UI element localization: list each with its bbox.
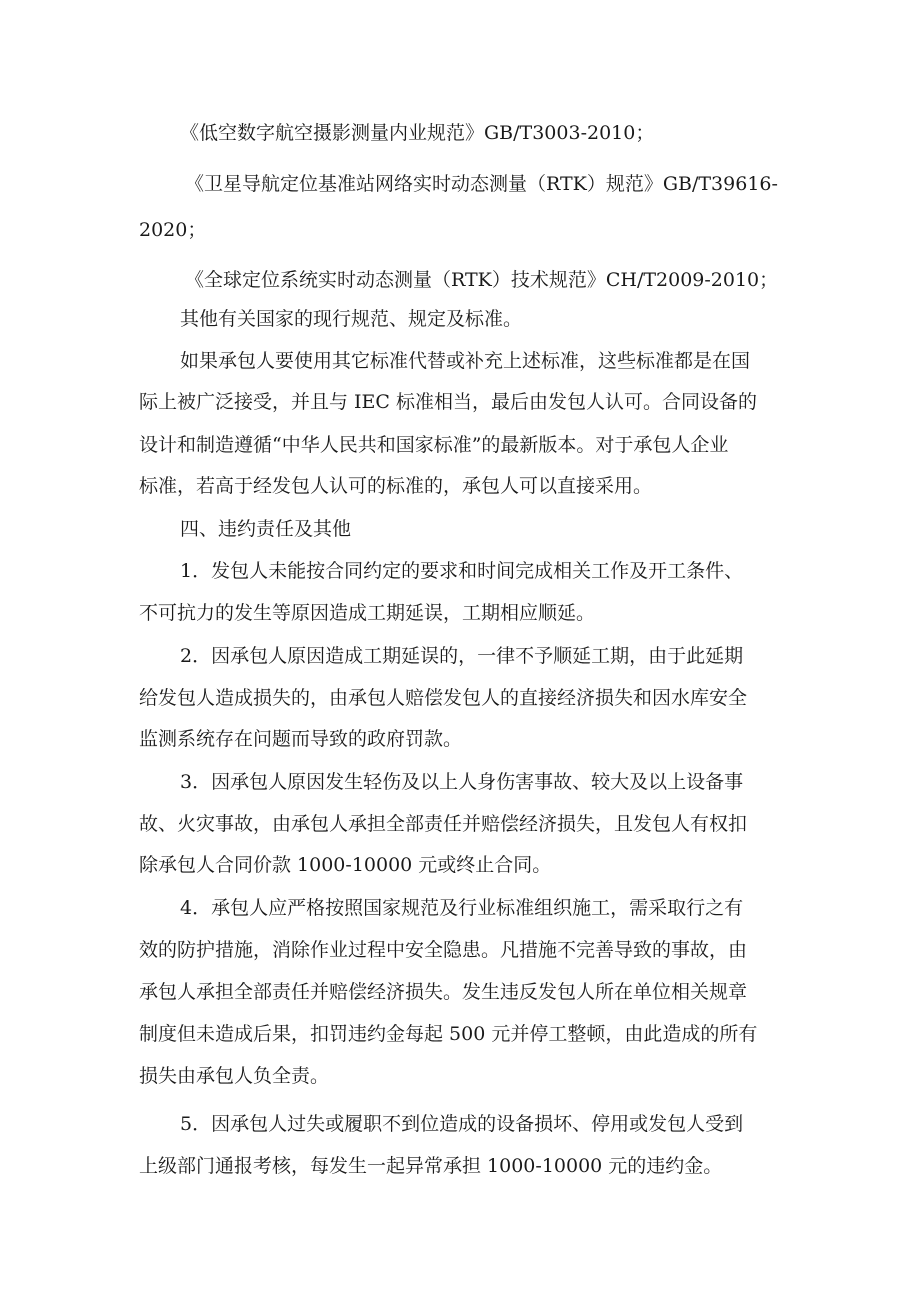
text-line: 上级部门通报考核，每发生一起异常承担 1000-10000 元的违约金。 xyxy=(139,1155,723,1177)
text-line: 监测系统存在问题而导致的政府罚款。 xyxy=(139,728,463,750)
text-line: 2．因承包人原因造成工期延误的，一律不予顺延工期，由于此延期 xyxy=(180,645,744,667)
text-line: 如果承包人要使用其它标准代替或补充上述标准，这些标准都是在国 xyxy=(180,350,751,372)
text-line: 际上被广泛接受，并且与 IEC 标准相当，最后由发包人认可。合同设备的 xyxy=(139,391,757,413)
text-line: 故、火灾事故，由承包人承担全部责任并赔偿经济损失，且发包人有权扣 xyxy=(139,813,748,835)
text-line: 除承包人合同价款 1000-10000 元或终止合同。 xyxy=(139,854,552,876)
text-line: 给发包人造成损失的，由承包人赔偿发包人的直接经济损失和因水库安全 xyxy=(139,687,748,709)
text-line: 设计和制造遵循“中华人民共和国家标准”的最新版本。对于承包人企业 xyxy=(139,434,729,456)
text-line: 《低空数字航空摄影测量内业规范》GB/T3003-2010； xyxy=(180,122,655,144)
text-line: 5．因承包人过失或履职不到位造成的设备损坏、停用或发包人受到 xyxy=(180,1113,744,1135)
text-line: 不可抗力的发生等原因造成工期延误，工期相应顺延。 xyxy=(139,602,596,624)
text-line: 2020； xyxy=(139,219,207,241)
text-line: 损失由承包人负全责。 xyxy=(139,1065,330,1087)
text-line: 《全球定位系统实时动态测量（RTK）技术规范》CH/T2009-2010； xyxy=(185,269,779,291)
text-line: 《卫星导航定位基准站网络实时动态测量（RTK）规范》GB/T39616- xyxy=(185,173,778,195)
text-line: 3．因承包人原因发生轻伤及以上人身伤害事故、较大及以上设备事 xyxy=(180,771,744,793)
text-line: 其他有关国家的现行规范、规定及标准。 xyxy=(180,308,523,330)
text-line: 标准，若高于经发包人认可的标准的，承包人可以直接采用。 xyxy=(139,475,653,497)
text-line: 效的防护措施，消除作业过程中安全隐患。凡措施不完善导致的事故，由 xyxy=(139,939,748,961)
text-line: 1．发包人未能按合同约定的要求和时间完成相关工作及开工条件、 xyxy=(180,560,744,582)
text-line: 制度但未造成后果，扣罚违约金每起 500 元并停工整顿，由此造成的所有 xyxy=(139,1023,758,1045)
section-heading: 四、违约责任及其他 xyxy=(180,518,352,540)
text-line: 承包人承担全部责任并赔偿经济损失。发生违反发包人所在单位相关规章 xyxy=(139,981,748,1003)
text-line: 4．承包人应严格按照国家规范及行业标准组织施工，需采取行之有 xyxy=(180,897,744,919)
